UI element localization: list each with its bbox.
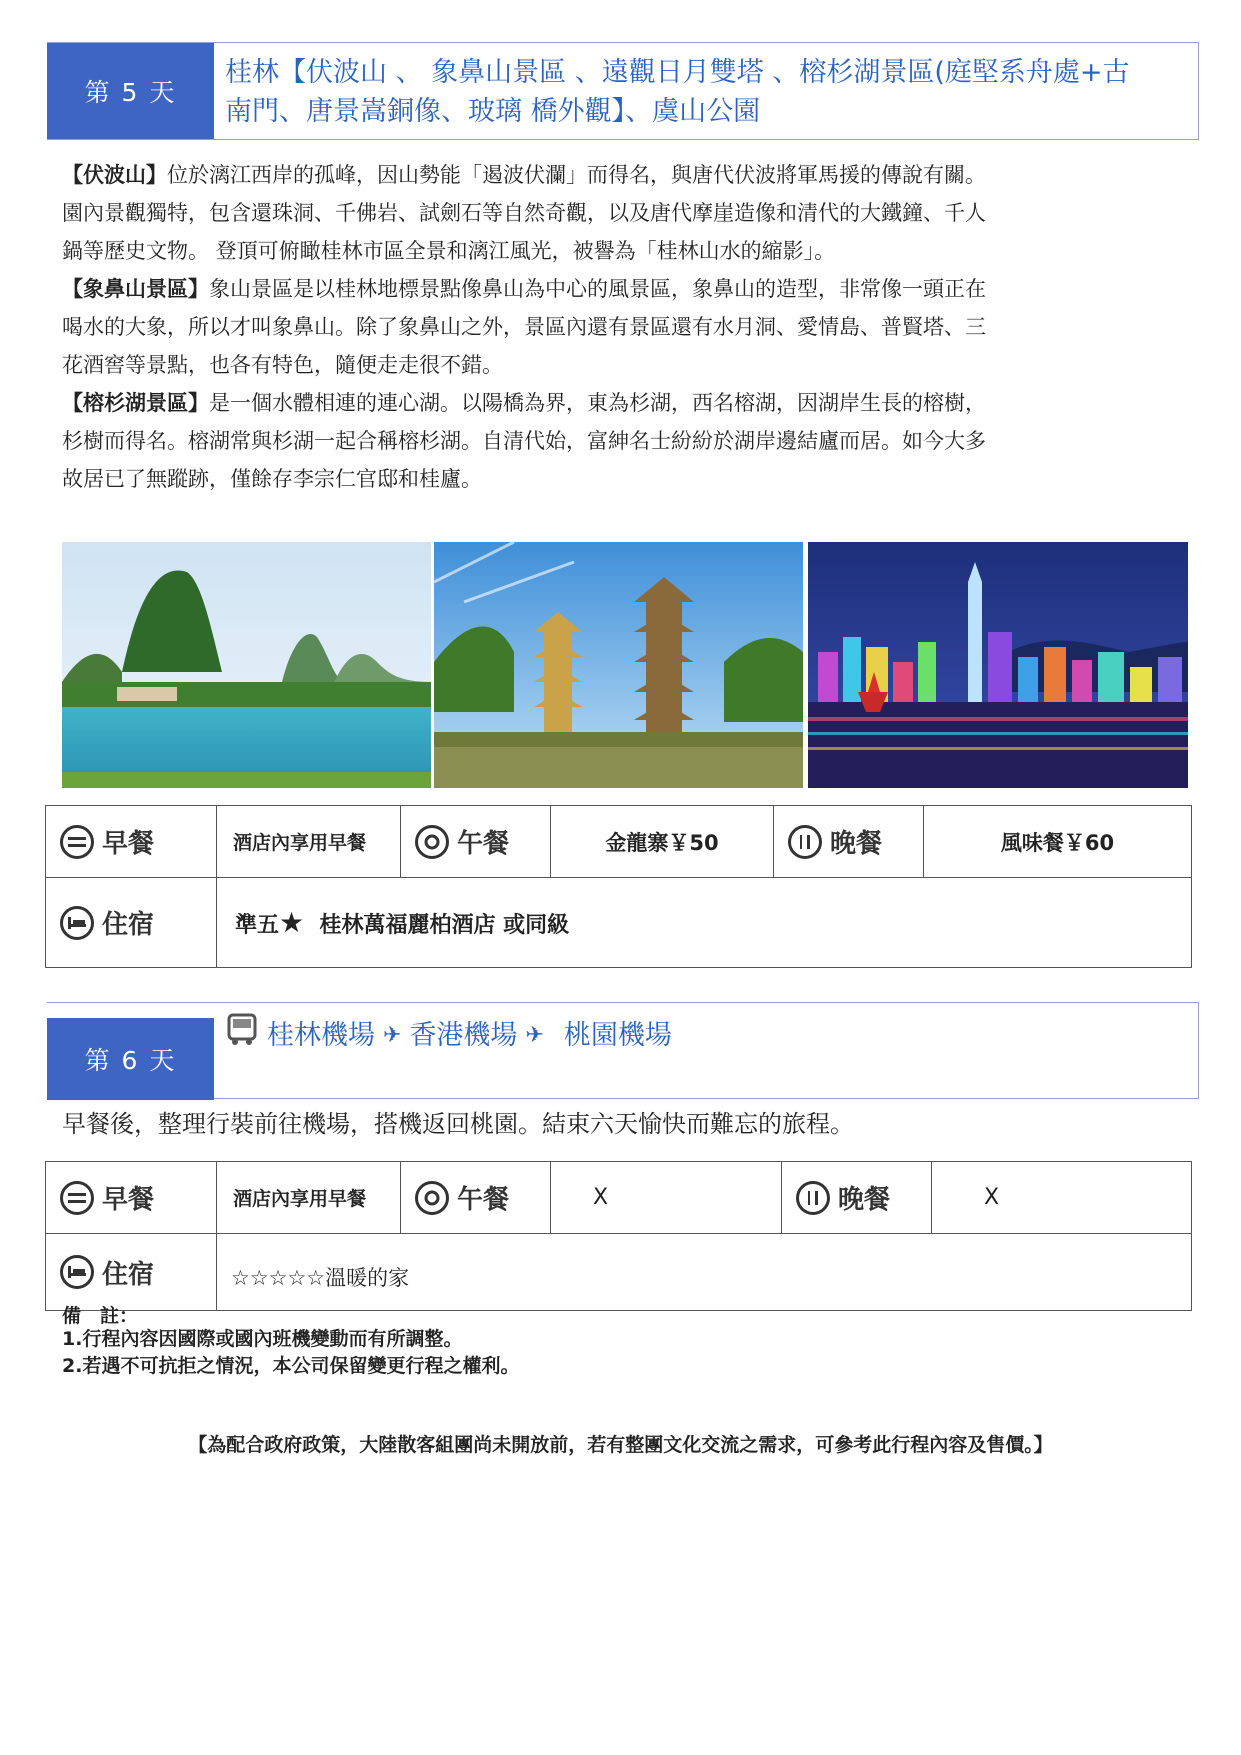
lodging-label-cell xyxy=(46,878,217,968)
lunch-label: 午餐 xyxy=(457,829,510,859)
paragraph-rongshan xyxy=(62,384,1182,498)
breakfast-label: 早餐 xyxy=(102,829,155,859)
bed-icon xyxy=(60,1255,94,1289)
text-line: 花酒窖等景點，也各有特色，隨便走走很不錯。 xyxy=(62,353,503,377)
lodging-label: 住宿 xyxy=(102,1259,155,1290)
day6-route xyxy=(225,1013,672,1058)
lodging-value: 桂林萬福麗柏酒店 或同級 xyxy=(319,913,570,938)
dinner-label: 晚餐 xyxy=(830,829,883,859)
lunch-icon xyxy=(415,1181,449,1215)
route-stop-hongkong: 香港機場 xyxy=(409,1020,518,1051)
text-line: 喝水的大象，所以才叫象鼻山。除了象鼻山之外，景區內還有景區還有水月洞、愛情島、普賢塔、三 xyxy=(62,315,986,339)
breakfast-label-cell xyxy=(46,806,217,878)
notes-heading: 備 註： xyxy=(62,1305,139,1327)
breakfast-value: 酒店內享用早餐 xyxy=(233,1188,367,1210)
dinner-label-cell xyxy=(774,806,924,878)
breakfast-label-cell xyxy=(46,1162,217,1234)
breakfast-icon xyxy=(60,1181,94,1215)
day6-badge: 第 6 天 xyxy=(47,1018,214,1100)
breakfast-label: 早餐 xyxy=(102,1185,155,1215)
bus-icon xyxy=(225,1013,259,1058)
heading-rongshan: 【榕杉湖景區】 xyxy=(62,391,209,415)
paragraph-xiangbi xyxy=(62,270,1182,384)
lunch-value: 金龍寨￥50 xyxy=(605,830,719,855)
photo-hong-kong-night xyxy=(808,542,1188,788)
note-item: 2.若遇不可抗拒之情況，本公司保留變更行程之權利。 xyxy=(62,1355,520,1377)
plane-icon: ✈ xyxy=(525,1023,544,1048)
day5-lodging xyxy=(217,906,1191,939)
text-line: 杉樹而得名。榕湖常與杉湖一起合稱榕杉湖。自清代始，富紳名士紛紛於湖岸邊結廬而居。如今大多 xyxy=(62,429,986,453)
lodging-label: 住宿 xyxy=(102,910,155,940)
text-line: 是一個水體相連的連心湖。以陽橋為界，東為杉湖，西名榕湖，因湖岸生長的榕樹， xyxy=(209,391,986,415)
notes xyxy=(62,1306,519,1380)
heading-xiangbi: 【象鼻山景區】 xyxy=(62,277,209,301)
lunch-label: 午餐 xyxy=(457,1185,510,1215)
plane-icon: ✈ xyxy=(383,1023,402,1048)
lodging-value: ☆☆☆☆☆溫暖的家 xyxy=(231,1266,410,1290)
lodging-label-cell xyxy=(46,1234,217,1311)
note-item: 1.行程內容因國際或國內班機變動而有所調整。 xyxy=(62,1328,463,1350)
paragraph-fubo xyxy=(62,156,1182,270)
lunch-icon xyxy=(415,825,449,859)
dinner-label-cell xyxy=(782,1162,932,1234)
photo-karst-river xyxy=(62,542,431,788)
lunch-value: X xyxy=(593,1185,609,1210)
dinner-label: 晚餐 xyxy=(838,1185,891,1215)
day5-badge: 第 5 天 xyxy=(47,43,214,139)
star-icon: ★ xyxy=(279,906,305,939)
bed-icon xyxy=(60,906,94,940)
dinner-value: X xyxy=(984,1185,1000,1210)
day6-header xyxy=(47,1002,1199,1099)
day6-description: 早餐後，整理行裝前往機場，搭機返回桃園。結束六天愉快而難忘的旅程。 xyxy=(62,1110,854,1138)
day5-meal-table xyxy=(45,805,1192,968)
day5-description xyxy=(62,156,1182,498)
dinner-value: 風味餐￥60 xyxy=(1000,830,1115,855)
text-line: 位於漓江西岸的孤峰，因山勢能「遏波伏瀾」而得名，與唐代伏波將軍馬援的傳說有關。 xyxy=(167,163,986,187)
day6-meal-table xyxy=(45,1161,1192,1311)
breakfast-icon xyxy=(60,825,94,859)
lunch-label-cell xyxy=(401,806,551,878)
day5-header xyxy=(47,42,1199,140)
route-stop-guilin: 桂林機場 xyxy=(267,1020,375,1051)
text-line: 象山景區是以桂林地標景點像鼻山為中心的風景區，象鼻山的造型，非常像一頭正在 xyxy=(209,277,986,301)
footer-note: 【為配合政府政策，大陸散客組團尚未開放前，若有整團文化交流之需求，可參考此行程內容及售價。】 xyxy=(188,1434,1053,1456)
route-stop-taoyuan: 桃園機場 xyxy=(563,1020,672,1051)
dinner-icon xyxy=(796,1181,830,1215)
breakfast-value: 酒店內享用早餐 xyxy=(233,832,367,854)
text-line: 鍋等歷史文物。 登頂可俯瞰桂林市區全景和漓江風光，被譽為「桂林山水的縮影」。 xyxy=(62,239,836,263)
heading-fubo: 【伏波山】 xyxy=(62,163,167,187)
lodging-prefix: 準五 xyxy=(235,913,280,938)
day5-title xyxy=(225,53,1130,131)
photo-strip xyxy=(62,542,1188,788)
lunch-label-cell xyxy=(401,1162,551,1234)
day5-title-line1: 桂林【伏波山 、 象鼻山景區 、遠觀日月雙塔 、榕杉湖景區(庭堅系舟處+古 xyxy=(225,57,1130,88)
dinner-icon xyxy=(788,825,822,859)
photo-sun-moon-pagodas xyxy=(434,542,803,788)
text-line: 故居已了無蹤跡，僅餘存李宗仁官邸和桂廬。 xyxy=(62,467,482,491)
text-line: 園內景觀獨特，包含還珠洞、千佛岩、試劍石等自然奇觀，以及唐代摩崖造像和清代的大鐵鐘、千人 xyxy=(62,201,986,225)
day5-title-line2: 南門、唐景嵩銅像、玻璃 橋外觀】、虞山公園 xyxy=(225,96,761,127)
